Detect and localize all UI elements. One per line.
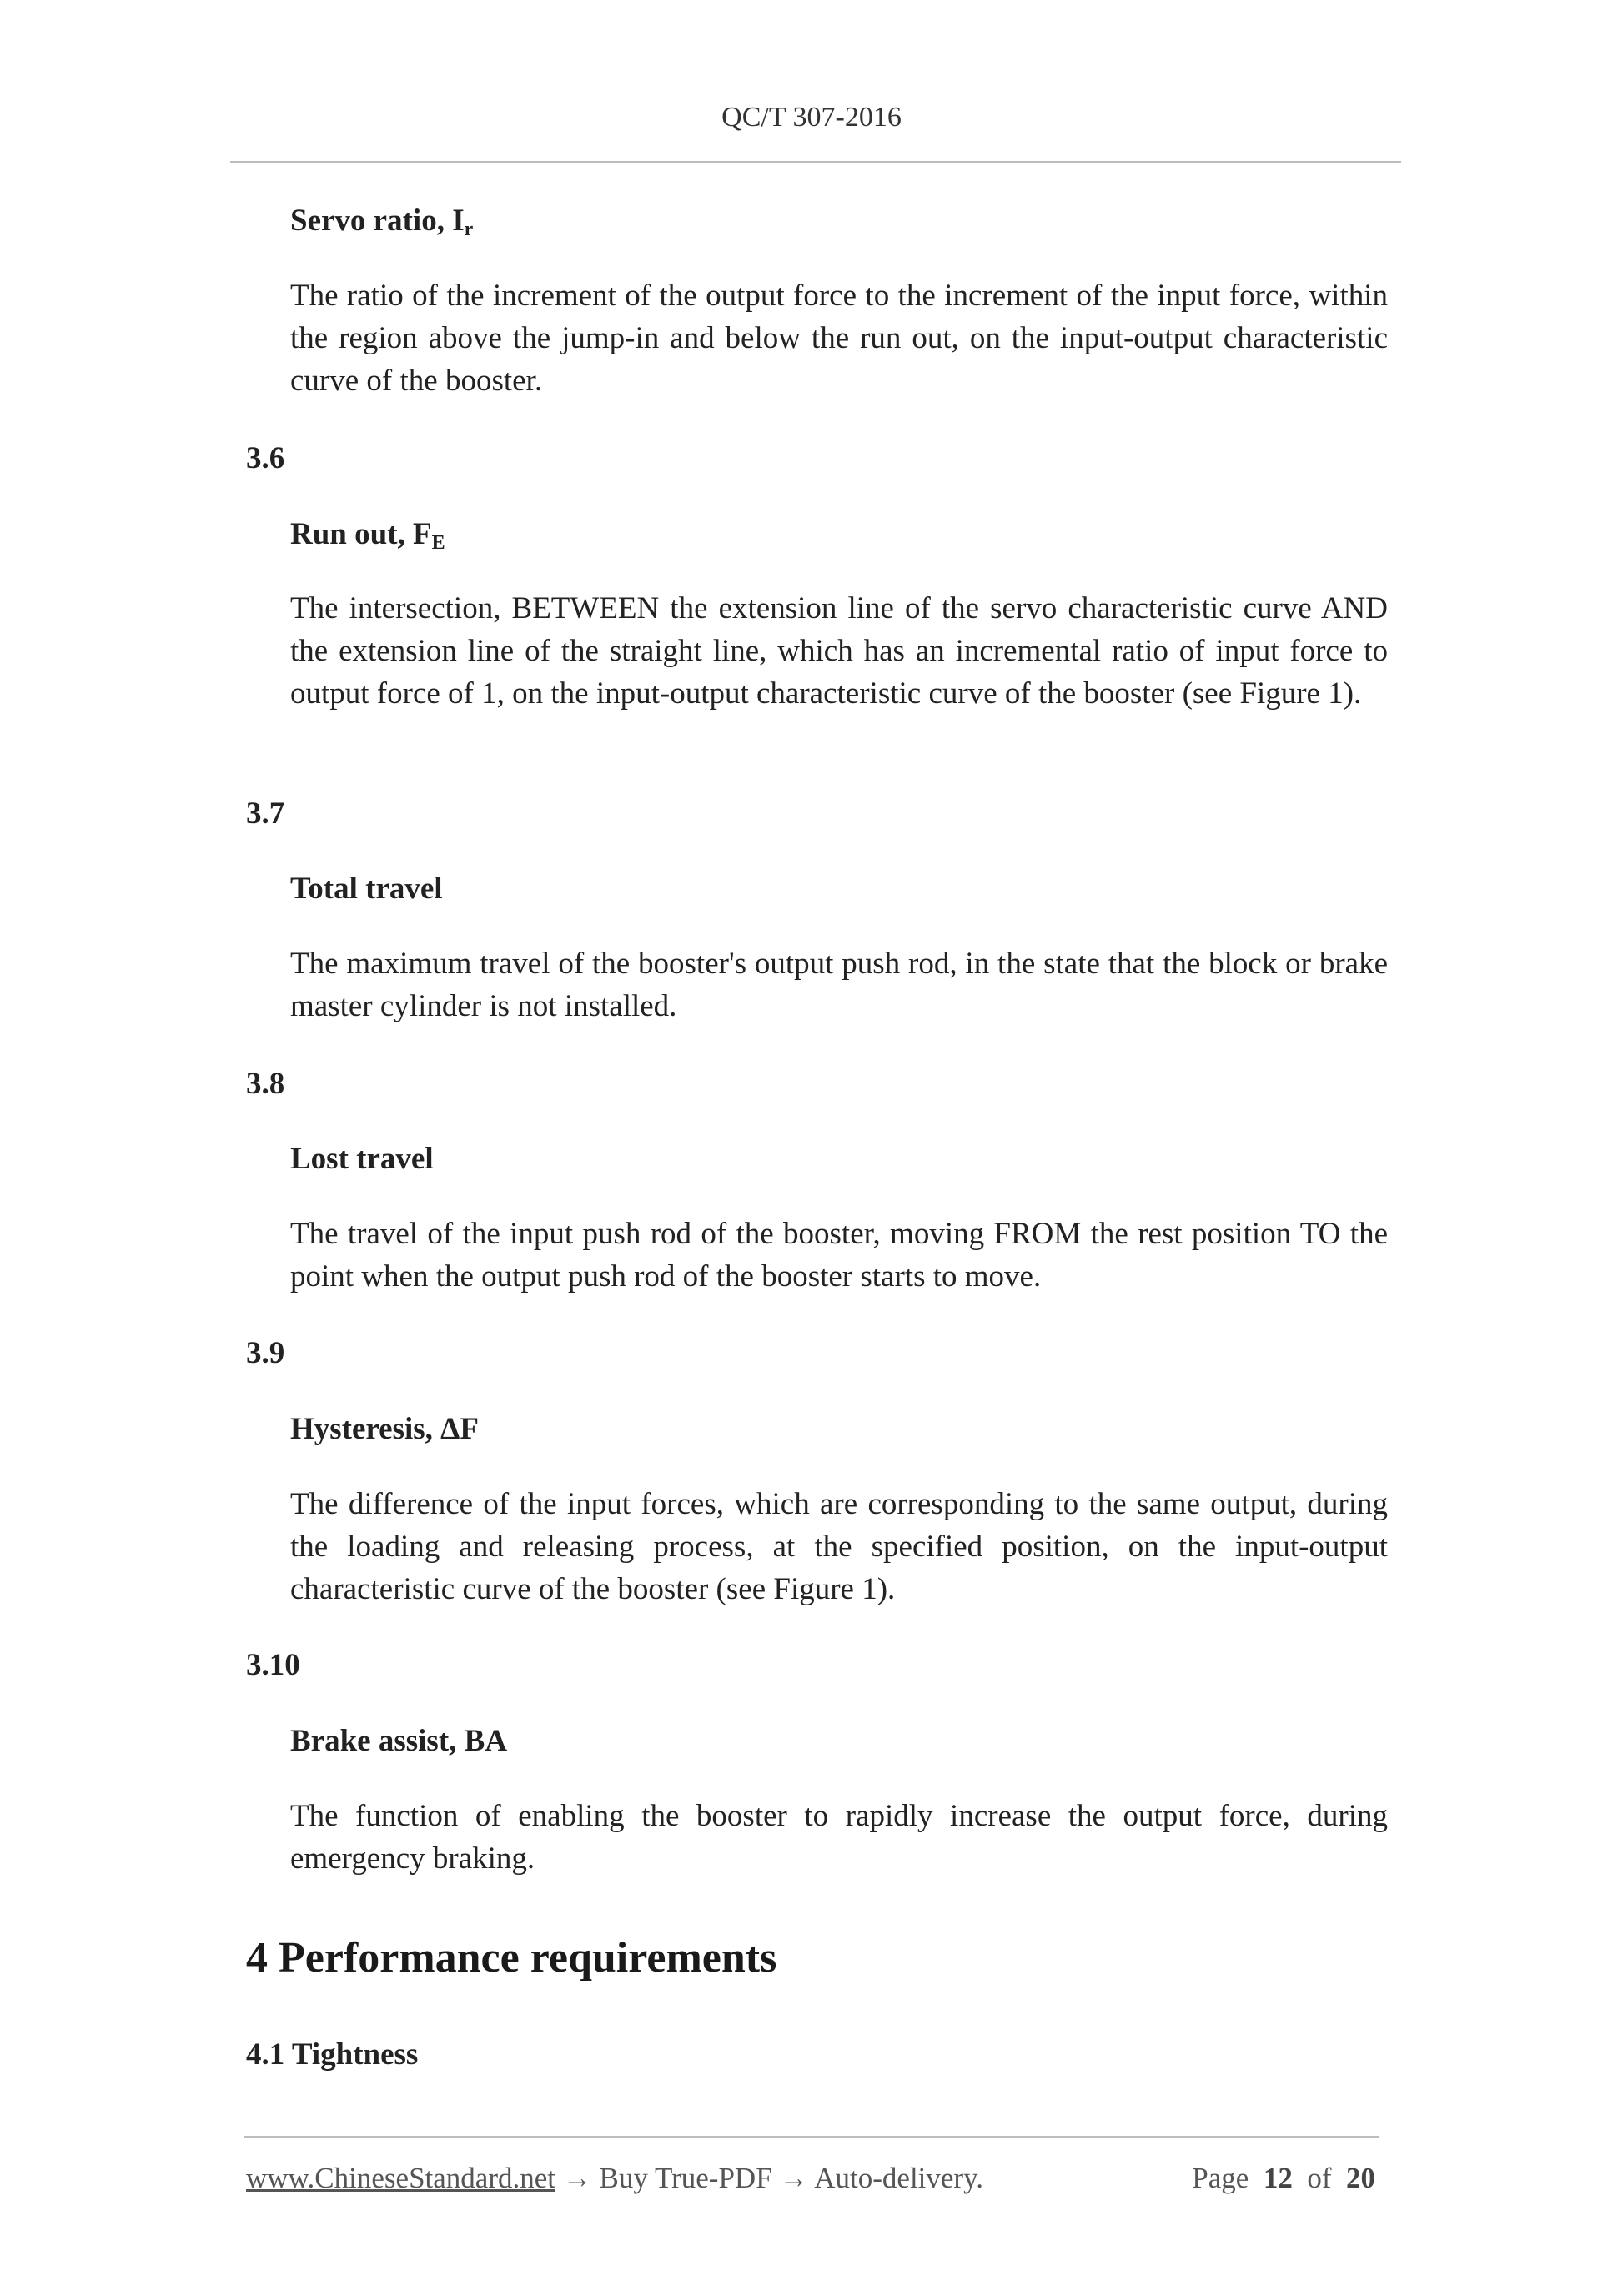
clause-number-3-6: 3.6 <box>246 441 285 475</box>
clause-number-3-9: 3.9 <box>246 1336 285 1370</box>
section-heading-performance-requirements: 4 Performance requirements <box>246 1934 777 1982</box>
term-run-out <box>290 516 445 561</box>
term-servo-ratio <box>290 203 473 248</box>
arrow-right-icon: → <box>562 2162 592 2194</box>
page-footer <box>246 2162 1382 2200</box>
footer-delivery-text: Auto-delivery. <box>814 2162 984 2194</box>
total-page-count: 20 <box>1346 2162 1375 2194</box>
current-page-number: 12 <box>1263 2162 1293 2194</box>
term-run-out-subscript: E <box>431 532 445 554</box>
header-divider <box>230 161 1401 163</box>
definition-servo-ratio: The ratio of the increment of the output force to the increment of the input force, within the region above the jump-in and below the run out, on the input-output characteristic curve of the booster. <box>290 279 1388 398</box>
clause-number-3-8: 3.8 <box>246 1067 285 1101</box>
document-header-title: QC/T 307-2016 <box>721 102 902 133</box>
term-servo-ratio-subscript: r <box>464 219 474 240</box>
term-lost-travel: Lost travel <box>290 1142 434 1176</box>
term-total-travel: Total travel <box>290 872 443 906</box>
footer-website-link[interactable]: www.ChineseStandard.net <box>246 2162 555 2194</box>
definition-total-travel: The maximum travel of the booster's output push rod, in the state that the block or brake master cylinder is not installed. <box>290 947 1388 1023</box>
of-label: of <box>1307 2162 1332 2194</box>
term-hysteresis: Hysteresis, ΔF <box>290 1412 479 1446</box>
clause-number-3-7: 3.7 <box>246 796 285 831</box>
arrow-right-icon: → <box>779 2162 809 2194</box>
definition-run-out: The intersection, BETWEEN the extension line of the servo characteristic curve AND the extension line of the straight line, which has an incremental ratio of input force to output force of 1, on the input-output characteristic curve of the booster (see Figure 1). <box>290 591 1388 711</box>
page-indicator <box>1192 2162 1375 2195</box>
term-servo-ratio-label: Servo ratio, I <box>290 203 465 238</box>
term-run-out-label: Run out, F <box>290 517 432 551</box>
definition-lost-travel: The travel of the input push rod of the booster, moving FROM the rest position TO the point when the output push rod of the booster starts to move. <box>290 1217 1388 1294</box>
term-brake-assist: Brake assist, BA <box>290 1724 508 1758</box>
footer-promo <box>246 2162 983 2195</box>
subsection-heading-tightness: 4.1 Tightness <box>246 2037 419 2072</box>
clause-number-3-10: 3.10 <box>246 1648 300 1682</box>
definition-brake-assist: The function of enabling the booster to rapidly increase the output force, during emergency braking. <box>290 1799 1388 1876</box>
footer-divider <box>244 2136 1379 2138</box>
footer-buy-text: Buy True-PDF <box>599 2162 772 2194</box>
definition-hysteresis: The difference of the input forces, which are corresponding to the same output, during the loading and releasing process, at the specified position, on the input-output characteristic curve of the booster (see Figure 1). <box>290 1487 1388 1606</box>
page-label: Page <box>1192 2162 1249 2194</box>
